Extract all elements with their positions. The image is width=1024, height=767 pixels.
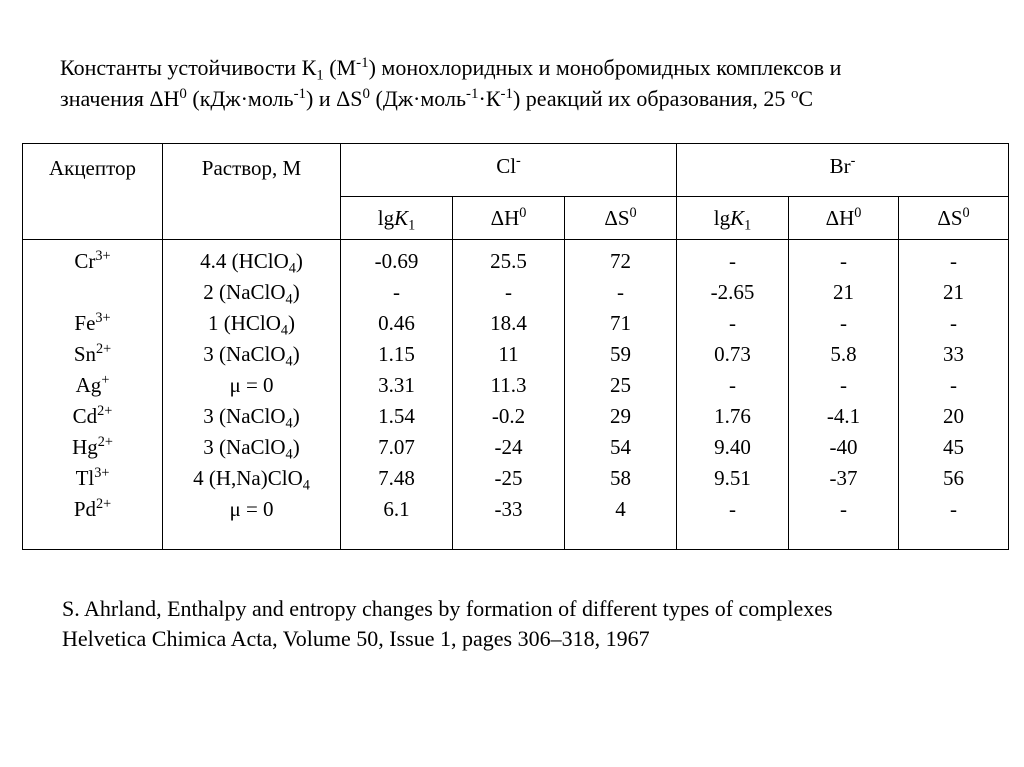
- br-dh-value: 21: [833, 280, 855, 304]
- br-ds-column: [899, 240, 1009, 550]
- acceptor-ion: [23, 494, 162, 525]
- cl-ds-value: 4: [615, 497, 626, 521]
- solution-subscript: 4: [280, 322, 289, 339]
- br-lgk-value: -: [729, 373, 737, 397]
- br-lgk-value: 9.51: [714, 466, 751, 490]
- header-solution: Раствор, М: [163, 144, 341, 240]
- slide-title: [60, 52, 1000, 114]
- cl-lgk-value: -: [393, 280, 400, 304]
- acceptor-column: [23, 240, 163, 550]
- cl-lgk-value: 7.07: [378, 435, 415, 459]
- acceptor-charge: +: [101, 372, 110, 389]
- acceptor-symbol: Hg: [72, 435, 98, 459]
- br-lgk-value: 0.73: [714, 342, 751, 366]
- solution-medium: [163, 432, 340, 463]
- br-lgk-value: 1.76: [714, 404, 751, 428]
- acceptor-charge: 2+: [96, 496, 112, 513]
- br-dh-value: -: [840, 373, 848, 397]
- solution-text: 2 (NaClO: [203, 280, 286, 304]
- reference-citation: [62, 594, 1002, 654]
- br-lgk-value: -2.65: [710, 280, 755, 304]
- br-ds-value: 21: [943, 280, 965, 304]
- cl-lgk-value: 1.54: [378, 404, 415, 428]
- solution-text-end: ): [292, 342, 300, 366]
- cl-dh-value: 11.3: [490, 373, 527, 397]
- br-dh-value: -4.1: [826, 404, 861, 428]
- br-lgk-value: -: [729, 249, 737, 273]
- solution-subscript: 4: [302, 477, 310, 494]
- solution-subscript: 4: [288, 260, 296, 277]
- header-cl-ds: $\Delta S^0$: [565, 197, 677, 240]
- cl-dh-column: [453, 240, 565, 550]
- br-dh-value: -: [840, 311, 848, 335]
- solution-medium: [163, 494, 340, 525]
- cl-dh-value: 25.5: [490, 249, 527, 273]
- acceptor-ion: [23, 463, 162, 494]
- acceptor-symbol: Sn: [73, 342, 96, 366]
- cl-lgk-column: [341, 240, 453, 550]
- cl-lgk-value: -0.69: [374, 249, 419, 273]
- br-lgk-column: [677, 240, 789, 550]
- acceptor-ion: [23, 277, 162, 308]
- acceptor-charge: 3+: [95, 310, 111, 327]
- cl-lgk-value: 6.1: [383, 497, 410, 521]
- solution-medium: [163, 339, 340, 370]
- acceptor-ion: [23, 246, 162, 277]
- br-lgk-value: -: [729, 311, 737, 335]
- solution-text: 4.4 (HClO: [200, 249, 289, 273]
- br-ds-value: -: [950, 497, 958, 521]
- solution-subscript: 4: [285, 415, 293, 432]
- br-ds-value: -: [950, 311, 958, 335]
- br-lgk-value: 9.40: [714, 435, 751, 459]
- solution-text: μ = 0: [229, 373, 274, 397]
- acceptor-symbol: Fe: [74, 311, 96, 335]
- cl-lgk-value: 1.15: [378, 342, 415, 366]
- cl-lgk-value: 0.46: [378, 311, 415, 335]
- cl-ds-value: 29: [610, 404, 631, 428]
- header-acceptor: Акцептор: [23, 144, 163, 240]
- cl-ds-value: 54: [610, 435, 631, 459]
- header-br-ds: $\Delta S^0$: [899, 197, 1009, 240]
- cl-ds-value: 71: [610, 311, 631, 335]
- header-cl-dh: $\Delta H^0$: [453, 197, 565, 240]
- acceptor-ion: [23, 401, 162, 432]
- cl-ds-value: 58: [610, 466, 631, 490]
- solution-medium: [163, 277, 340, 308]
- solution-text: 4 (H,Na)ClO: [193, 466, 303, 490]
- acceptor-charge: 3+: [94, 465, 110, 482]
- cl-ds-value: 72: [610, 249, 631, 273]
- solution-medium: [163, 246, 340, 277]
- header-br-dh: $\Delta H^0$: [789, 197, 899, 240]
- solution-medium: [163, 463, 340, 494]
- cl-dh-value: -33: [494, 497, 523, 521]
- acceptor-ion: [23, 308, 162, 339]
- solution-column: [163, 240, 341, 550]
- solution-text-end: ): [295, 249, 303, 273]
- header-chloride-group: Cl-: [341, 144, 677, 197]
- solution-text-end: ): [292, 404, 300, 428]
- acceptor-symbol: Pd: [73, 497, 96, 521]
- br-ds-value: 45: [943, 435, 965, 459]
- header-br-lgk: lgK$_1$: [677, 197, 789, 240]
- acceptor-charge: 2+: [97, 434, 113, 451]
- solution-text: μ = 0: [229, 497, 274, 521]
- br-dh-value: 5.8: [830, 342, 857, 366]
- header-bromide-group: Br-: [677, 144, 1009, 197]
- solution-text: 3 (NaClO: [203, 404, 286, 428]
- br-dh-value: -40: [829, 435, 858, 459]
- cl-dh-value: -0.2: [491, 404, 526, 428]
- acceptor-symbol: Ag: [75, 373, 102, 397]
- solution-text-end: ): [288, 311, 296, 335]
- cl-dh-value: 11: [498, 342, 519, 366]
- acceptor-charge: 2+: [96, 341, 112, 358]
- acceptor-charge: 3+: [95, 248, 111, 265]
- solution-text-end: ): [292, 280, 300, 304]
- acceptor-ion: [23, 370, 162, 401]
- br-ds-value: -: [950, 249, 958, 273]
- solution-text: 1 (HClO: [207, 311, 281, 335]
- cl-dh-value: 18.4: [490, 311, 527, 335]
- cl-ds-value: 59: [610, 342, 631, 366]
- header-row-groups: [23, 144, 1009, 197]
- solution-subscript: 4: [285, 353, 293, 370]
- solution-medium: [163, 370, 340, 401]
- header-cl-lgk: lgK$_1$: [341, 197, 453, 240]
- acceptor-ion: [23, 432, 162, 463]
- cl-ds-column: [565, 240, 677, 550]
- reference-line-2: Helvetica Chimica Acta, Volume 50, Issue 1, pages 306–318, 1967: [62, 626, 650, 651]
- acceptor-charge: 2+: [97, 403, 113, 420]
- cl-dh-value: -24: [494, 435, 523, 459]
- table-body-row: [23, 240, 1009, 550]
- reference-line-1: S. Ahrland, Enthalpy and entropy changes by formation of different types of complexes: [62, 596, 833, 621]
- br-ds-value: -: [950, 373, 958, 397]
- cl-lgk-value: 7.48: [378, 466, 415, 490]
- br-lgk-value: -: [729, 497, 737, 521]
- solution-text: 3 (NaClO: [203, 342, 286, 366]
- br-dh-value: -: [840, 497, 848, 521]
- stability-constants-table: [22, 143, 1009, 550]
- acceptor-symbol: Cd: [72, 404, 98, 428]
- br-dh-column: [789, 240, 899, 550]
- solution-medium: [163, 308, 340, 339]
- solution-text-end: ): [292, 435, 300, 459]
- cl-dh-value: -: [505, 280, 512, 304]
- acceptor-symbol: Tl: [75, 466, 95, 490]
- solution-subscript: 4: [285, 446, 293, 463]
- solution-medium: [163, 401, 340, 432]
- br-ds-value: 20: [943, 404, 965, 428]
- br-dh-value: -37: [829, 466, 858, 490]
- title-line-1: Константы устойчивости $К_1$ $(М^{-1})$ монохлоридных и монобромидных комплексов и: [60, 54, 842, 84]
- cl-dh-value: -25: [494, 466, 523, 490]
- br-ds-value: 33: [943, 342, 965, 366]
- cl-lgk-value: 3.31: [378, 373, 415, 397]
- cl-ds-value: 25: [610, 373, 631, 397]
- br-ds-value: 56: [943, 466, 965, 490]
- title-line-2: значения $\Delta Н^0$ (кДж·моль$^{-1}$) и $\Delta S^0$ $(Дж\cdot моль^{-1}\cdot К^{-1})$ реакций их образования, 25 $^о$С: [60, 85, 814, 111]
- solution-text: 3 (NaClO: [203, 435, 286, 459]
- acceptor-ion: [23, 339, 162, 370]
- acceptor-symbol: Cr: [74, 249, 96, 273]
- cl-ds-value: -: [617, 280, 624, 304]
- br-dh-value: -: [840, 249, 848, 273]
- solution-subscript: 4: [285, 291, 293, 308]
